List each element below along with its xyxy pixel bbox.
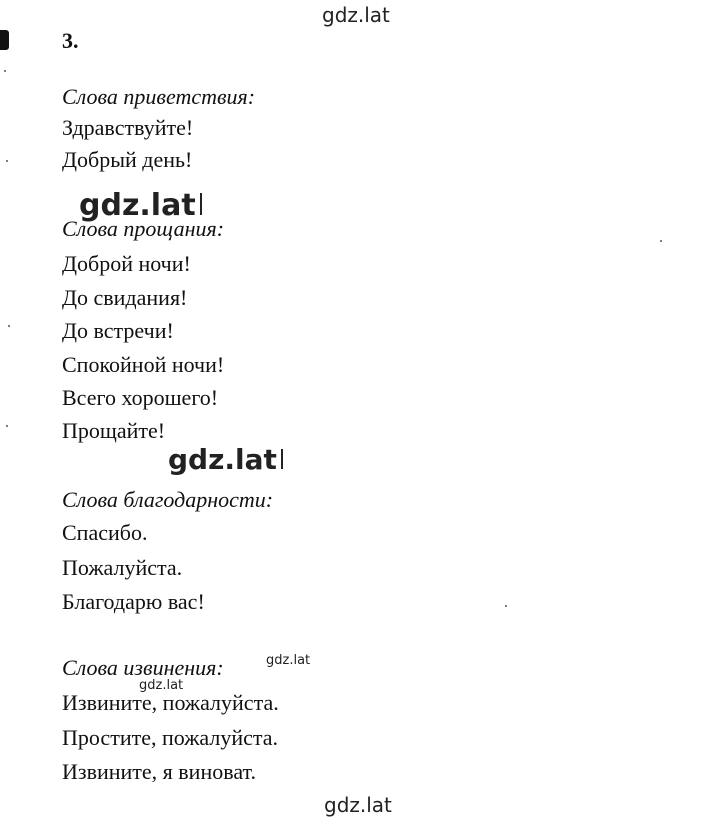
- list-item: Спокойной ночи!: [62, 352, 225, 377]
- watermark-small: gdz.lat: [139, 678, 184, 693]
- section-heading-greetings: Слова приветствия:: [62, 84, 256, 109]
- list-item: Доброй ночи!: [62, 251, 191, 276]
- section-heading-apologies: Слова извинения:: [62, 655, 224, 680]
- scan-speck: [6, 425, 8, 427]
- scan-speck: [4, 70, 6, 72]
- watermark-large: gdz.lat: [79, 188, 202, 223]
- list-item: Добрый день!: [62, 147, 193, 172]
- list-item: Здравствуйте!: [62, 115, 194, 140]
- scan-edge-mark: [0, 30, 9, 50]
- list-item: Пожалуйста.: [62, 555, 183, 580]
- list-item: Благодарю вас!: [62, 589, 205, 614]
- list-item: Всего хорошего!: [62, 385, 219, 410]
- list-item: Извините, я виноват.: [62, 759, 256, 784]
- watermark-large: gdz.lat: [168, 443, 283, 476]
- task-number: 3.: [62, 28, 79, 53]
- scan-speck: [8, 325, 10, 327]
- list-item: Спасибо.: [62, 520, 148, 545]
- list-item: Извините, пожалуйста.: [62, 690, 279, 715]
- scan-speck: [505, 605, 507, 607]
- watermark-bottom: gdz.lat: [324, 793, 392, 817]
- section-heading-thanks: Слова благодарности:: [62, 487, 274, 512]
- scan-speck: [660, 240, 662, 242]
- watermark-top: gdz.lat: [322, 3, 390, 27]
- list-item: До встречи!: [62, 318, 174, 343]
- watermark-small: gdz.lat: [266, 653, 311, 668]
- section-heading-farewells: Слова прощания:: [62, 216, 225, 241]
- list-item: Простите, пожалуйста.: [62, 725, 279, 750]
- list-item: До свидания!: [62, 285, 188, 310]
- scan-speck: [6, 160, 8, 162]
- list-item: Прощайте!: [62, 418, 166, 443]
